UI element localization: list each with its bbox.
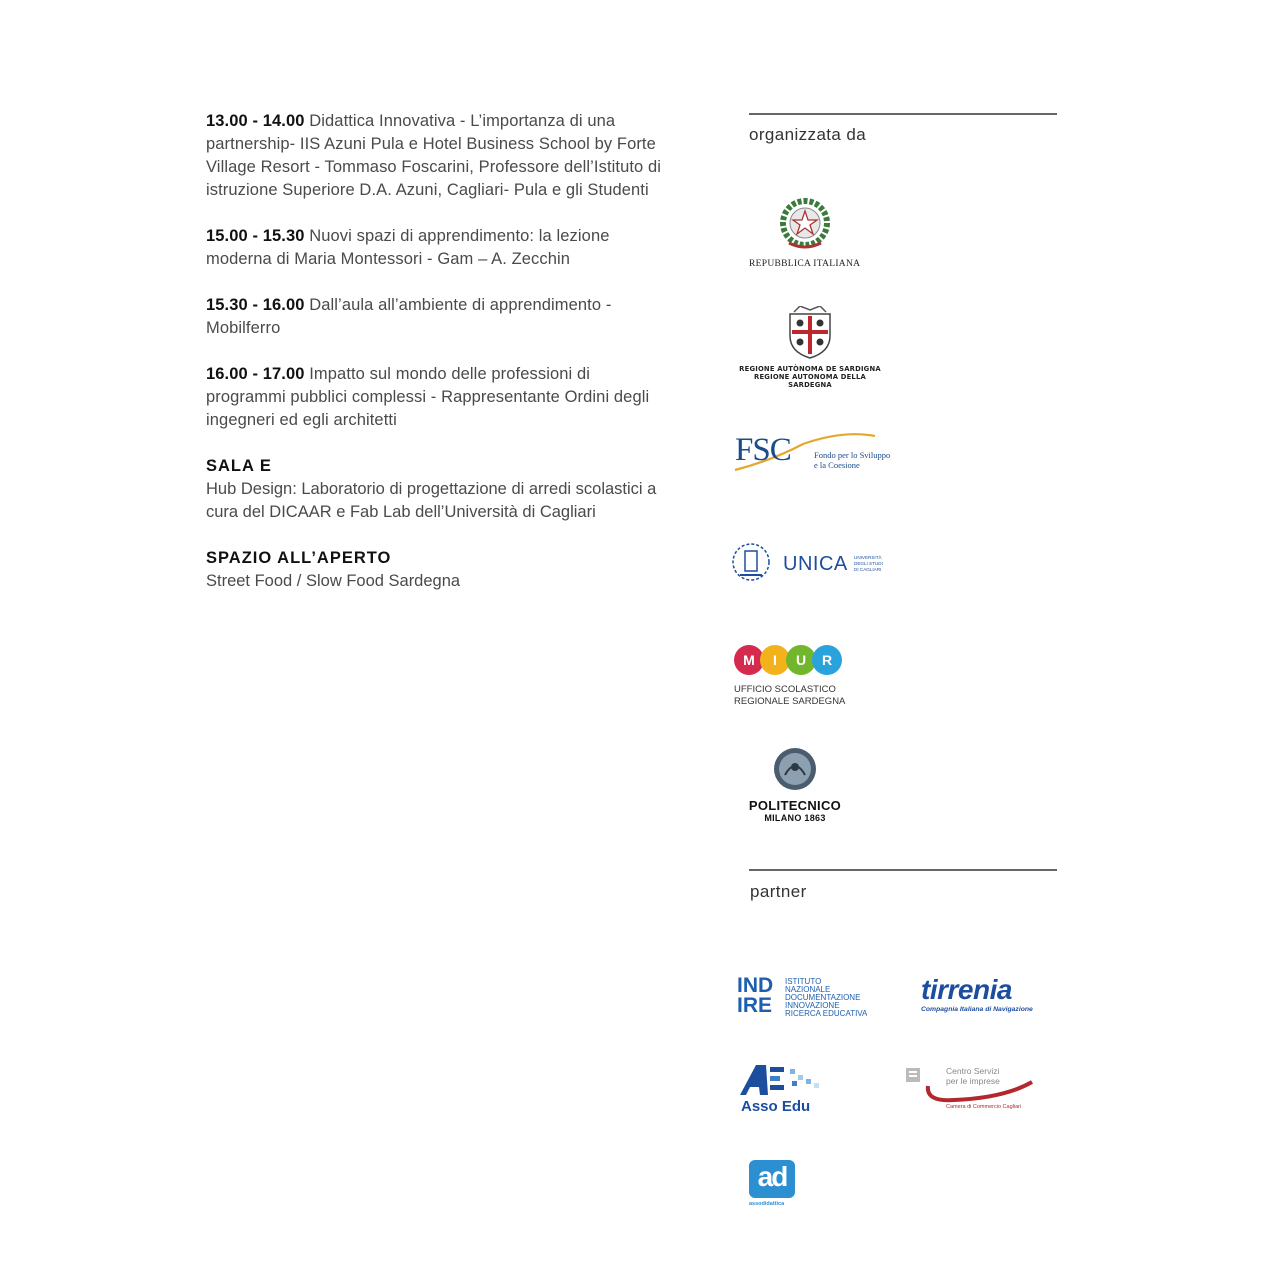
program-item: [206, 363, 666, 432]
ad-sub: assodidattica: [749, 1201, 785, 1207]
miur-sub-1: UFFICIO SCOLASTICO: [734, 684, 836, 695]
program-item: [206, 225, 666, 271]
program-text: Nuovi spazi di apprendimento: la lezione moderna di Maria Montessori - Gam – A. Zecchin: [206, 227, 610, 268]
program-time: 13.00 - 14.00: [206, 112, 305, 130]
indire-logo: [737, 976, 877, 1020]
section-title: SALA E: [206, 457, 272, 475]
regione-text-2: REGIONE AUTONOMA DELLA SARDEGNA: [754, 373, 866, 389]
ad-text: ad: [749, 1160, 795, 1198]
sardinia-crest-icon: [784, 306, 836, 360]
program-text: Impatto sul mondo delle professioni di programmi pubblici complessi - Rappresentante Ordini degli ingegneri ed egli architetti: [206, 365, 650, 429]
program-column: [206, 110, 666, 616]
program-time: 15.30 - 16.00: [206, 296, 305, 314]
miur-letter-r: R: [812, 645, 842, 675]
indire-line: INNOVAZIONE: [785, 1001, 840, 1010]
tirrenia-logo: [921, 974, 1061, 1013]
indire-text-1: IND: [737, 974, 774, 997]
assodidattica-logo: [749, 1160, 809, 1207]
regione-logo: [735, 306, 885, 389]
polimi-logo: [742, 747, 848, 823]
logos-column: [730, 0, 1070, 1280]
miur-sub-2: REGIONALE SARDEGNA: [734, 696, 846, 707]
program-text: Didattica Innovativa - L’importanza di una partnership- IIS Azuni Pula e Hotel Business School by Forte Village Resort - Tommaso Foscarini, Professore dell’Istituto di istruzione Superiore D.A. Azuni, Cagliari- Pula e gli Studenti: [206, 112, 662, 199]
indire-line: NAZIONALE: [785, 985, 831, 994]
section-text: Hub Design: Laboratorio di progettazione di arredi scolastici a cura del DICAAR e Fab Lab dell’Università di Cagliari: [206, 480, 657, 521]
unica-sub-2: DEGLI STUDI: [854, 561, 883, 566]
miur-letter-m: M: [734, 645, 764, 675]
centro-text-2: per le imprese: [946, 1076, 1000, 1086]
program-time: 15.00 - 15.30: [206, 227, 305, 245]
polimi-text-2: MILANO 1863: [764, 813, 826, 823]
miur-letter-i: I: [760, 645, 790, 675]
program-text: Dall’aula all’ambiente di apprendimento - Mobilferro: [206, 296, 612, 337]
indire-line: RICERCA EDUCATIVA: [785, 1009, 868, 1018]
miur-logo: [734, 645, 884, 708]
section-text: Street Food / Slow Food Sardegna: [206, 572, 461, 590]
unica-seal-icon: [730, 541, 772, 583]
regione-text-1: REGIONE AUTÒNOMA DE SARDIGNA: [739, 365, 881, 373]
unica-sub-3: DI CAGLIARI: [854, 567, 882, 572]
divider: [749, 113, 1057, 115]
indire-text-2: IRE: [737, 994, 773, 1017]
centro-text-1: Centro Servizi: [946, 1066, 1000, 1076]
centro-servizi-logo: [904, 1066, 1038, 1118]
fsc-logo: [733, 430, 903, 475]
partners-label: partner: [750, 882, 807, 901]
program-time: 16.00 - 17.00: [206, 365, 305, 383]
tirrenia-sub: Compagnia Italiana di Navigazione: [921, 1006, 1033, 1013]
section-title: SPAZIO ALL’APERTO: [206, 549, 392, 567]
unica-logo: [730, 541, 900, 583]
emblem-icon: [775, 195, 835, 255]
fsc-sub-1: Fondo per lo Sviluppo: [814, 450, 891, 460]
program-item: [206, 294, 666, 340]
unica-text: UNICA: [783, 553, 848, 575]
repubblica-logo: [749, 195, 889, 269]
indire-line: DOCUMENTAZIONE: [785, 993, 861, 1002]
divider: [749, 869, 1057, 871]
miur-letter-u: U: [786, 645, 816, 675]
polimi-text-1: POLITECNICO: [748, 798, 842, 813]
assoedu-text: Asso Edu: [741, 1098, 811, 1115]
program-item: [206, 110, 666, 202]
assoedu-logo: [738, 1063, 838, 1119]
section-sala-e: [206, 455, 666, 524]
polimi-seal-icon: [773, 747, 817, 791]
repubblica-text: REPUBBLICA ITALIANA: [749, 259, 861, 269]
tirrenia-text: tirrenia: [921, 974, 1012, 1005]
unica-sub-1: UNIVERSITÀ: [854, 555, 882, 560]
centro-sub: Camera di Commercio Cagliari: [946, 1104, 1022, 1110]
section-spazio-aperto: [206, 547, 666, 593]
fsc-sub-2: e la Coesione: [814, 460, 860, 470]
fsc-text: FSC: [735, 432, 791, 468]
indire-line: ISTITUTO: [785, 978, 822, 986]
assoedu-icon: [738, 1063, 826, 1097]
organizers-label: organizzata da: [749, 125, 867, 144]
